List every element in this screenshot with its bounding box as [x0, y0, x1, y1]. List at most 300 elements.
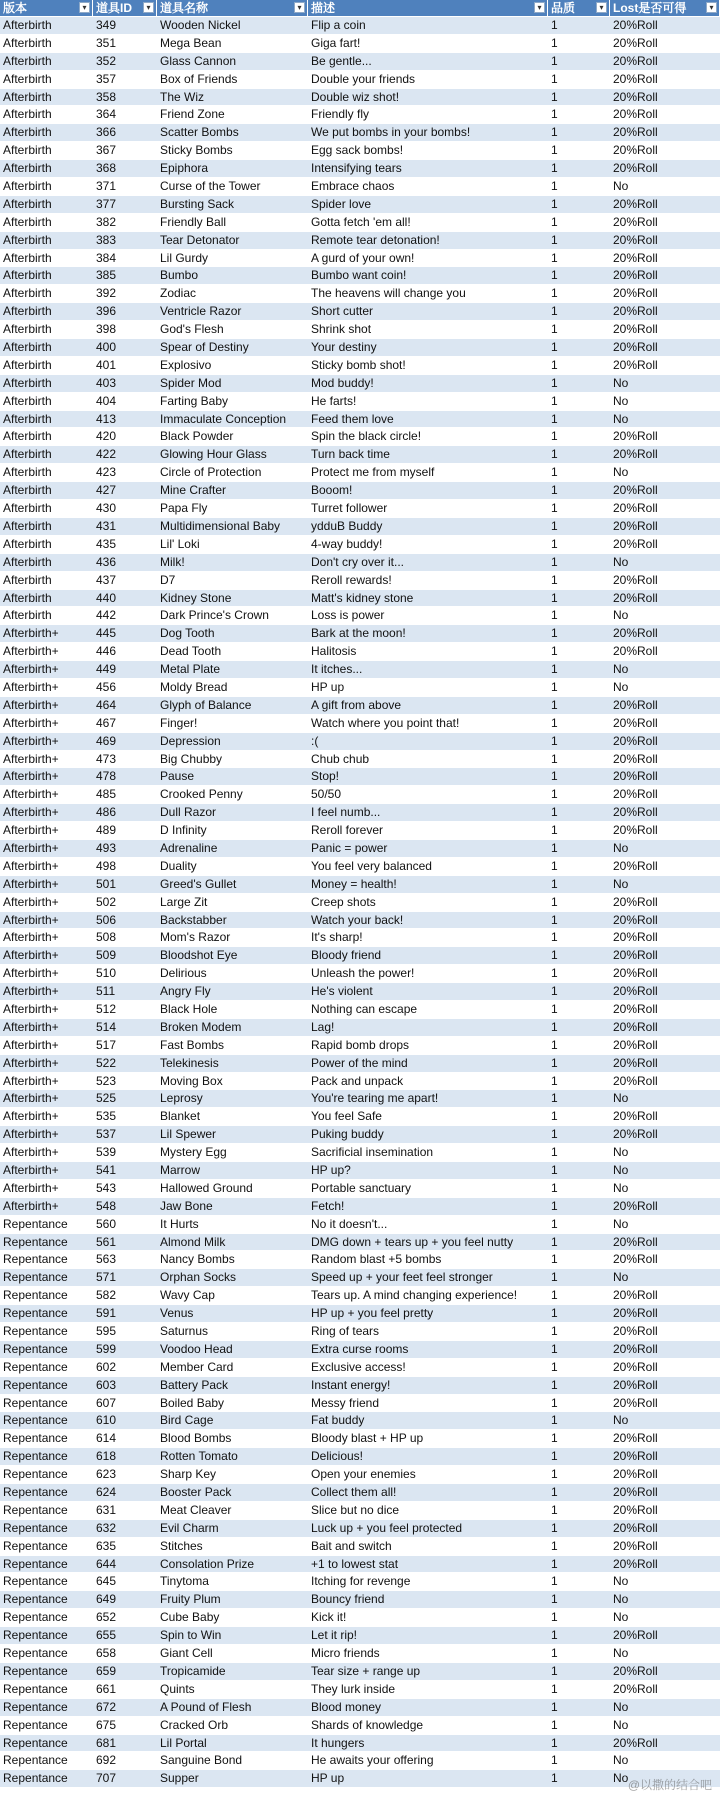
table-cell[interactable]: No: [613, 1592, 629, 1607]
table-cell[interactable]: 473: [96, 751, 117, 766]
table-cell[interactable]: Immaculate Conception: [160, 411, 287, 426]
table-cell[interactable]: No: [613, 1413, 629, 1428]
table-row[interactable]: [0, 1162, 720, 1180]
table-row[interactable]: [0, 1359, 720, 1377]
table-cell[interactable]: He awaits your offering: [311, 1753, 434, 1768]
table-cell[interactable]: 20%Roll: [613, 107, 658, 122]
table-cell[interactable]: 467: [96, 715, 117, 730]
table-row[interactable]: [0, 840, 720, 858]
table-cell[interactable]: Repentance: [3, 1324, 68, 1339]
table-cell[interactable]: Nancy Bombs: [160, 1252, 235, 1267]
table-cell[interactable]: Adrenaline: [160, 840, 218, 855]
table-cell[interactable]: Afterbirth: [3, 465, 52, 480]
table-cell[interactable]: Cube Baby: [160, 1610, 220, 1625]
table-cell[interactable]: 1: [551, 1073, 558, 1088]
table-cell[interactable]: 1: [551, 375, 558, 390]
table-cell[interactable]: Stitches: [160, 1538, 203, 1553]
table-cell[interactable]: Money = health!: [311, 876, 397, 891]
table-cell[interactable]: 20%Roll: [613, 894, 658, 909]
table-cell[interactable]: Afterbirth: [3, 393, 52, 408]
table-cell[interactable]: It's sharp!: [311, 930, 363, 945]
filter-dropdown-icon[interactable]: ▾: [596, 2, 607, 13]
table-cell[interactable]: Puking buddy: [311, 1127, 384, 1142]
table-cell[interactable]: Battery Pack: [160, 1377, 229, 1392]
table-cell[interactable]: 1: [551, 161, 558, 176]
table-row[interactable]: [0, 1663, 720, 1681]
table-cell[interactable]: 523: [96, 1073, 117, 1088]
table-cell[interactable]: 659: [96, 1663, 117, 1678]
table-cell[interactable]: Reroll forever: [311, 823, 384, 838]
table-cell[interactable]: 502: [96, 894, 117, 909]
table-cell[interactable]: Repentance: [3, 1556, 68, 1571]
table-cell[interactable]: 20%Roll: [613, 1055, 658, 1070]
table-row[interactable]: [0, 411, 720, 429]
table-cell[interactable]: Tears up. A mind changing experience!: [311, 1288, 518, 1303]
table-cell[interactable]: No: [613, 1771, 629, 1786]
table-cell[interactable]: Spin the black circle!: [311, 429, 422, 444]
table-cell[interactable]: 655: [96, 1628, 117, 1643]
table-cell[interactable]: 20%Roll: [613, 161, 658, 176]
table-cell[interactable]: 672: [96, 1699, 117, 1714]
table-cell[interactable]: Repentance: [3, 1610, 68, 1625]
table-cell[interactable]: 20%Roll: [613, 1324, 658, 1339]
table-cell[interactable]: 20%Roll: [613, 1127, 658, 1142]
table-cell[interactable]: Sacrificial insemination: [311, 1145, 434, 1160]
table-cell[interactable]: 1: [551, 1646, 558, 1661]
table-row[interactable]: [0, 947, 720, 965]
table-cell[interactable]: Kick it!: [311, 1610, 347, 1625]
table-cell[interactable]: 1: [551, 1288, 558, 1303]
table-cell[interactable]: Consolation Prize: [160, 1556, 255, 1571]
table-cell[interactable]: Wooden Nickel: [160, 18, 241, 32]
filter-dropdown-icon[interactable]: ▾: [534, 2, 545, 13]
table-cell[interactable]: Spider love: [311, 196, 372, 211]
table-cell[interactable]: 20%Roll: [613, 196, 658, 211]
table-cell[interactable]: 1: [551, 1127, 558, 1142]
table-cell[interactable]: Chub chub: [311, 751, 370, 766]
table-row[interactable]: [0, 124, 720, 142]
table-cell[interactable]: Afterbirth+: [3, 733, 59, 748]
table-cell[interactable]: Turn back time: [311, 447, 390, 462]
table-cell[interactable]: Dull Razor: [160, 805, 217, 820]
table-cell[interactable]: 675: [96, 1717, 117, 1732]
table-cell[interactable]: 1: [551, 1324, 558, 1339]
table-cell[interactable]: Messy friend: [311, 1395, 380, 1410]
table-cell[interactable]: 20%Roll: [613, 340, 658, 355]
table-cell[interactable]: 20%Roll: [613, 805, 658, 820]
table-cell[interactable]: 1: [551, 1413, 558, 1428]
table-cell[interactable]: 1: [551, 1485, 558, 1500]
table-cell[interactable]: 707: [96, 1771, 117, 1786]
table-row[interactable]: [0, 1484, 720, 1502]
table-cell[interactable]: 652: [96, 1610, 117, 1625]
table-row[interactable]: [0, 393, 720, 411]
table-cell[interactable]: 20%Roll: [613, 644, 658, 659]
table-cell[interactable]: 539: [96, 1145, 117, 1160]
table-cell[interactable]: Quints: [160, 1681, 195, 1696]
table-cell[interactable]: 392: [96, 286, 117, 301]
table-cell[interactable]: Mega Bean: [160, 35, 222, 50]
table-cell[interactable]: 398: [96, 322, 117, 337]
table-row[interactable]: [0, 1699, 720, 1717]
table-row[interactable]: [0, 786, 720, 804]
table-cell[interactable]: No it doesn't...: [311, 1216, 388, 1231]
table-cell[interactable]: Afterbirth+: [3, 984, 59, 999]
table-row[interactable]: [0, 1395, 720, 1413]
table-cell[interactable]: 445: [96, 626, 117, 641]
table-cell[interactable]: 1: [551, 1395, 558, 1410]
table-cell[interactable]: Milk!: [160, 554, 185, 569]
table-cell[interactable]: Lag!: [311, 1019, 335, 1034]
table-cell[interactable]: 456: [96, 679, 117, 694]
table-cell[interactable]: 1: [551, 966, 558, 981]
table-cell[interactable]: Dog Tooth: [160, 626, 215, 641]
table-cell[interactable]: 1: [551, 769, 558, 784]
table-cell[interactable]: Giant Cell: [160, 1646, 213, 1661]
table-cell[interactable]: Venus: [160, 1306, 194, 1321]
table-cell[interactable]: Afterbirth: [3, 71, 52, 86]
table-row[interactable]: [0, 572, 720, 590]
table-cell[interactable]: 20%Roll: [613, 501, 658, 516]
table-row[interactable]: [0, 53, 720, 71]
table-cell[interactable]: Mom's Razor: [160, 930, 231, 945]
table-cell[interactable]: Open your enemies: [311, 1467, 416, 1482]
table-cell[interactable]: 1: [551, 143, 558, 158]
table-cell[interactable]: Afterbirth: [3, 286, 52, 301]
table-cell[interactable]: 1: [551, 697, 558, 712]
table-row[interactable]: [0, 1216, 720, 1234]
table-cell[interactable]: Repentance: [3, 1538, 68, 1553]
table-row[interactable]: [0, 250, 720, 268]
table-cell[interactable]: 20%Roll: [613, 930, 658, 945]
table-row[interactable]: [0, 71, 720, 89]
table-cell[interactable]: Multidimensional Baby: [160, 518, 281, 533]
table-cell[interactable]: Intensifying tears: [311, 161, 402, 176]
table-cell[interactable]: Moving Box: [160, 1073, 223, 1088]
table-cell[interactable]: 1: [551, 1145, 558, 1160]
table-cell[interactable]: 1: [551, 590, 558, 605]
table-cell[interactable]: 20%Roll: [613, 35, 658, 50]
table-cell[interactable]: God's Flesh: [160, 322, 224, 337]
table-cell[interactable]: 20%Roll: [613, 697, 658, 712]
table-cell[interactable]: Epiphora: [160, 161, 209, 176]
table-cell[interactable]: 50/50: [311, 787, 342, 802]
table-cell[interactable]: 431: [96, 518, 117, 533]
table-cell[interactable]: Repentance: [3, 1377, 68, 1392]
table-cell[interactable]: Mod buddy!: [311, 375, 374, 390]
table-cell[interactable]: A gift from above: [311, 697, 402, 712]
table-cell[interactable]: 561: [96, 1234, 117, 1249]
table-cell[interactable]: 400: [96, 340, 117, 355]
table-cell[interactable]: Telekinesis: [160, 1055, 219, 1070]
table-cell[interactable]: Afterbirth: [3, 322, 52, 337]
table-cell[interactable]: Member Card: [160, 1359, 234, 1374]
table-cell[interactable]: 1: [551, 662, 558, 677]
table-cell[interactable]: Papa Fly: [160, 501, 208, 516]
table-cell[interactable]: 1: [551, 1234, 558, 1249]
table-cell[interactable]: 543: [96, 1180, 117, 1195]
table-cell[interactable]: 422: [96, 447, 117, 462]
table-cell[interactable]: D Infinity: [160, 823, 207, 838]
table-row[interactable]: [0, 1556, 720, 1574]
table-row[interactable]: [0, 303, 720, 321]
table-cell[interactable]: HP up: [311, 1771, 345, 1786]
table-cell[interactable]: 1: [551, 125, 558, 140]
table-cell[interactable]: 582: [96, 1288, 117, 1303]
table-cell[interactable]: 1: [551, 608, 558, 623]
table-cell[interactable]: Afterbirth: [3, 89, 52, 104]
table-cell[interactable]: Afterbirth: [3, 608, 52, 623]
table-cell[interactable]: Bloodshot Eye: [160, 948, 238, 963]
table-cell[interactable]: 20%Roll: [613, 715, 658, 730]
table-cell[interactable]: 1: [551, 107, 558, 122]
table-cell[interactable]: Lil Gurdy: [160, 250, 209, 265]
table-cell[interactable]: 20%Roll: [613, 71, 658, 86]
table-cell[interactable]: Fast Bombs: [160, 1037, 225, 1052]
table-cell[interactable]: 1: [551, 1610, 558, 1625]
table-cell[interactable]: 20%Roll: [613, 1252, 658, 1267]
table-cell[interactable]: 1: [551, 572, 558, 587]
header-cell[interactable]: 版本 ▾: [0, 0, 93, 16]
table-cell[interactable]: Unleash the power!: [311, 966, 415, 981]
table-cell[interactable]: Protect me from myself: [311, 465, 435, 480]
table-cell[interactable]: Farting Baby: [160, 393, 229, 408]
table-cell[interactable]: Afterbirth+: [3, 948, 59, 963]
table-cell[interactable]: 385: [96, 268, 117, 283]
table-cell[interactable]: 20%Roll: [613, 1538, 658, 1553]
table-cell[interactable]: Gotta fetch 'em all!: [311, 214, 411, 229]
table-cell[interactable]: Booster Pack: [160, 1485, 232, 1500]
table-row[interactable]: [0, 983, 720, 1001]
table-cell[interactable]: Finger!: [160, 715, 198, 730]
table-cell[interactable]: 1: [551, 1753, 558, 1768]
table-cell[interactable]: 1: [551, 1037, 558, 1052]
table-row[interactable]: [0, 89, 720, 107]
table-cell[interactable]: Delicious!: [311, 1449, 364, 1464]
table-cell[interactable]: 366: [96, 125, 117, 140]
table-cell[interactable]: Glass Cannon: [160, 53, 237, 68]
table-row[interactable]: [0, 518, 720, 536]
table-cell[interactable]: 1: [551, 858, 558, 873]
table-cell[interactable]: 1: [551, 1502, 558, 1517]
table-cell[interactable]: Repentance: [3, 1681, 68, 1696]
table-cell[interactable]: Reroll rewards!: [311, 572, 392, 587]
table-row[interactable]: [0, 876, 720, 894]
table-cell[interactable]: 20%Roll: [613, 53, 658, 68]
table-cell[interactable]: Afterbirth+: [3, 715, 59, 730]
table-cell[interactable]: 1: [551, 912, 558, 927]
table-row[interactable]: [0, 697, 720, 715]
table-cell[interactable]: 661: [96, 1681, 117, 1696]
table-cell[interactable]: 645: [96, 1574, 117, 1589]
table-cell[interactable]: Marrow: [160, 1163, 201, 1177]
table-cell[interactable]: Afterbirth: [3, 554, 52, 569]
table-cell[interactable]: Tear Detonator: [160, 232, 240, 247]
table-row[interactable]: [0, 357, 720, 375]
table-cell[interactable]: Afterbirth+: [3, 626, 59, 641]
table-row[interactable]: [0, 1681, 720, 1699]
table-cell[interactable]: Nothing can escape: [311, 1001, 418, 1016]
table-cell[interactable]: Bark at the moon!: [311, 626, 406, 641]
table-cell[interactable]: 1: [551, 679, 558, 694]
table-cell[interactable]: 624: [96, 1485, 117, 1500]
table-cell[interactable]: No: [613, 1091, 629, 1106]
table-cell[interactable]: Afterbirth+: [3, 662, 59, 677]
table-cell[interactable]: 614: [96, 1431, 117, 1446]
table-cell[interactable]: Crooked Penny: [160, 787, 243, 802]
table-cell[interactable]: Repentance: [3, 1646, 68, 1661]
table-cell[interactable]: 1: [551, 894, 558, 909]
table-row[interactable]: [0, 1126, 720, 1144]
table-cell[interactable]: We put bombs in your bombs!: [311, 125, 471, 140]
table-cell[interactable]: D7: [160, 572, 176, 587]
table-cell[interactable]: 1: [551, 429, 558, 444]
table-cell[interactable]: Bursting Sack: [160, 196, 235, 211]
table-cell[interactable]: Extra curse rooms: [311, 1341, 409, 1356]
table-cell[interactable]: Afterbirth+: [3, 894, 59, 909]
table-cell[interactable]: Angry Fly: [160, 984, 211, 999]
table-cell[interactable]: 469: [96, 733, 117, 748]
table-cell[interactable]: He farts!: [311, 393, 357, 408]
table-cell[interactable]: Friendly fly: [311, 107, 370, 122]
table-cell[interactable]: 20%Roll: [613, 1109, 658, 1124]
table-cell[interactable]: 1: [551, 787, 558, 802]
table-row[interactable]: [0, 1466, 720, 1484]
table-cell[interactable]: Repentance: [3, 1395, 68, 1410]
table-cell[interactable]: It Hurts: [160, 1216, 199, 1231]
table-row[interactable]: [0, 339, 720, 357]
table-row[interactable]: [0, 858, 720, 876]
table-cell[interactable]: 1: [551, 357, 558, 372]
table-cell[interactable]: No: [613, 608, 629, 623]
table-cell[interactable]: 486: [96, 805, 117, 820]
table-cell[interactable]: Feed them love: [311, 411, 394, 426]
table-row[interactable]: [0, 35, 720, 53]
table-row[interactable]: [0, 1520, 720, 1538]
table-cell[interactable]: 20%Roll: [613, 1681, 658, 1696]
table-cell[interactable]: Lil Spewer: [160, 1127, 217, 1142]
table-cell[interactable]: Turret follower: [311, 501, 388, 516]
table-cell[interactable]: 20%Roll: [613, 1234, 658, 1249]
table-cell[interactable]: Big Chubby: [160, 751, 223, 766]
table-cell[interactable]: No: [613, 1270, 629, 1285]
table-cell[interactable]: Duality: [160, 858, 197, 873]
table-cell[interactable]: A Pound of Flesh: [160, 1699, 252, 1714]
table-row[interactable]: [0, 106, 720, 124]
table-cell[interactable]: No: [613, 1610, 629, 1625]
table-row[interactable]: [0, 321, 720, 339]
table-cell[interactable]: Lil' Loki: [160, 536, 200, 551]
table-cell[interactable]: 1: [551, 89, 558, 104]
filter-dropdown-icon[interactable]: ▾: [706, 2, 717, 13]
table-row[interactable]: [0, 768, 720, 786]
table-cell[interactable]: 20%Roll: [613, 912, 658, 927]
table-cell[interactable]: 371: [96, 179, 117, 194]
table-cell[interactable]: Repentance: [3, 1413, 68, 1428]
table-row[interactable]: [0, 1234, 720, 1252]
table-cell[interactable]: 1: [551, 1270, 558, 1285]
table-row[interactable]: [0, 500, 720, 518]
table-cell[interactable]: Afterbirth: [3, 518, 52, 533]
table-cell[interactable]: 20%Roll: [613, 304, 658, 319]
table-cell[interactable]: Slice but no dice: [311, 1502, 400, 1517]
table-cell[interactable]: Afterbirth+: [3, 1163, 59, 1177]
table-cell[interactable]: 20%Roll: [613, 823, 658, 838]
table-cell[interactable]: 396: [96, 304, 117, 319]
table-cell[interactable]: Rapid bomb drops: [311, 1037, 410, 1052]
table-cell[interactable]: 1: [551, 715, 558, 730]
table-cell[interactable]: Repentance: [3, 1270, 68, 1285]
table-cell[interactable]: Repentance: [3, 1753, 68, 1768]
table-cell[interactable]: Afterbirth: [3, 429, 52, 444]
table-cell[interactable]: Afterbirth: [3, 572, 52, 587]
table-cell[interactable]: 1: [551, 948, 558, 963]
table-cell[interactable]: Ring of tears: [311, 1324, 380, 1339]
table-cell[interactable]: 382: [96, 214, 117, 229]
table-cell[interactable]: 478: [96, 769, 117, 784]
table-cell[interactable]: 522: [96, 1055, 117, 1070]
table-cell[interactable]: Moldy Bread: [160, 679, 228, 694]
table-cell[interactable]: 525: [96, 1091, 117, 1106]
table-row[interactable]: [0, 1323, 720, 1341]
table-cell[interactable]: 1: [551, 1467, 558, 1482]
header-cell[interactable]: 品质 ▾: [548, 0, 610, 16]
table-cell[interactable]: Loss is power: [311, 608, 385, 623]
table-cell[interactable]: It hungers: [311, 1735, 365, 1750]
table-cell[interactable]: 1: [551, 876, 558, 891]
header-cell[interactable]: 道具名称 ▾: [157, 0, 308, 16]
table-row[interactable]: [0, 1001, 720, 1019]
table-cell[interactable]: Metal Plate: [160, 662, 221, 677]
table-cell[interactable]: Itching for revenge: [311, 1574, 411, 1589]
table-cell[interactable]: 508: [96, 930, 117, 945]
table-cell[interactable]: 20%Roll: [613, 429, 658, 444]
table-cell[interactable]: Repentance: [3, 1431, 68, 1446]
table-row[interactable]: [0, 1108, 720, 1126]
table-cell[interactable]: +1 to lowest stat: [311, 1556, 399, 1571]
table-cell[interactable]: He's violent: [311, 984, 373, 999]
table-row[interactable]: [0, 464, 720, 482]
table-cell[interactable]: ydduB Buddy: [311, 518, 383, 533]
table-cell[interactable]: 1: [551, 1663, 558, 1678]
table-cell[interactable]: 442: [96, 608, 117, 623]
table-cell[interactable]: Explosivo: [160, 357, 212, 372]
table-cell[interactable]: 413: [96, 411, 117, 426]
table-cell[interactable]: 427: [96, 483, 117, 498]
table-cell[interactable]: Afterbirth: [3, 357, 52, 372]
table-cell[interactable]: Tropicamide: [160, 1663, 226, 1678]
table-cell[interactable]: 548: [96, 1198, 117, 1213]
table-cell[interactable]: The heavens will change you: [311, 286, 466, 301]
table-cell[interactable]: 1: [551, 1359, 558, 1374]
table-cell[interactable]: Black Hole: [160, 1001, 218, 1016]
table-cell[interactable]: Broken Modem: [160, 1019, 242, 1034]
filter-dropdown-icon[interactable]: ▾: [79, 2, 90, 13]
table-cell[interactable]: Flip a coin: [311, 18, 366, 32]
table-cell[interactable]: HP up + you feel pretty: [311, 1306, 434, 1321]
table-cell[interactable]: 464: [96, 697, 117, 712]
table-cell[interactable]: 1: [551, 286, 558, 301]
filter-dropdown-icon[interactable]: ▾: [294, 2, 305, 13]
table-cell[interactable]: 440: [96, 590, 117, 605]
table-cell[interactable]: Don't cry over it...: [311, 554, 404, 569]
table-cell[interactable]: 357: [96, 71, 117, 86]
table-cell[interactable]: Orphan Socks: [160, 1270, 237, 1285]
table-cell[interactable]: Afterbirth+: [3, 823, 59, 838]
table-cell[interactable]: Repentance: [3, 1467, 68, 1482]
table-cell[interactable]: Mine Crafter: [160, 483, 227, 498]
table-cell[interactable]: 1: [551, 1699, 558, 1714]
